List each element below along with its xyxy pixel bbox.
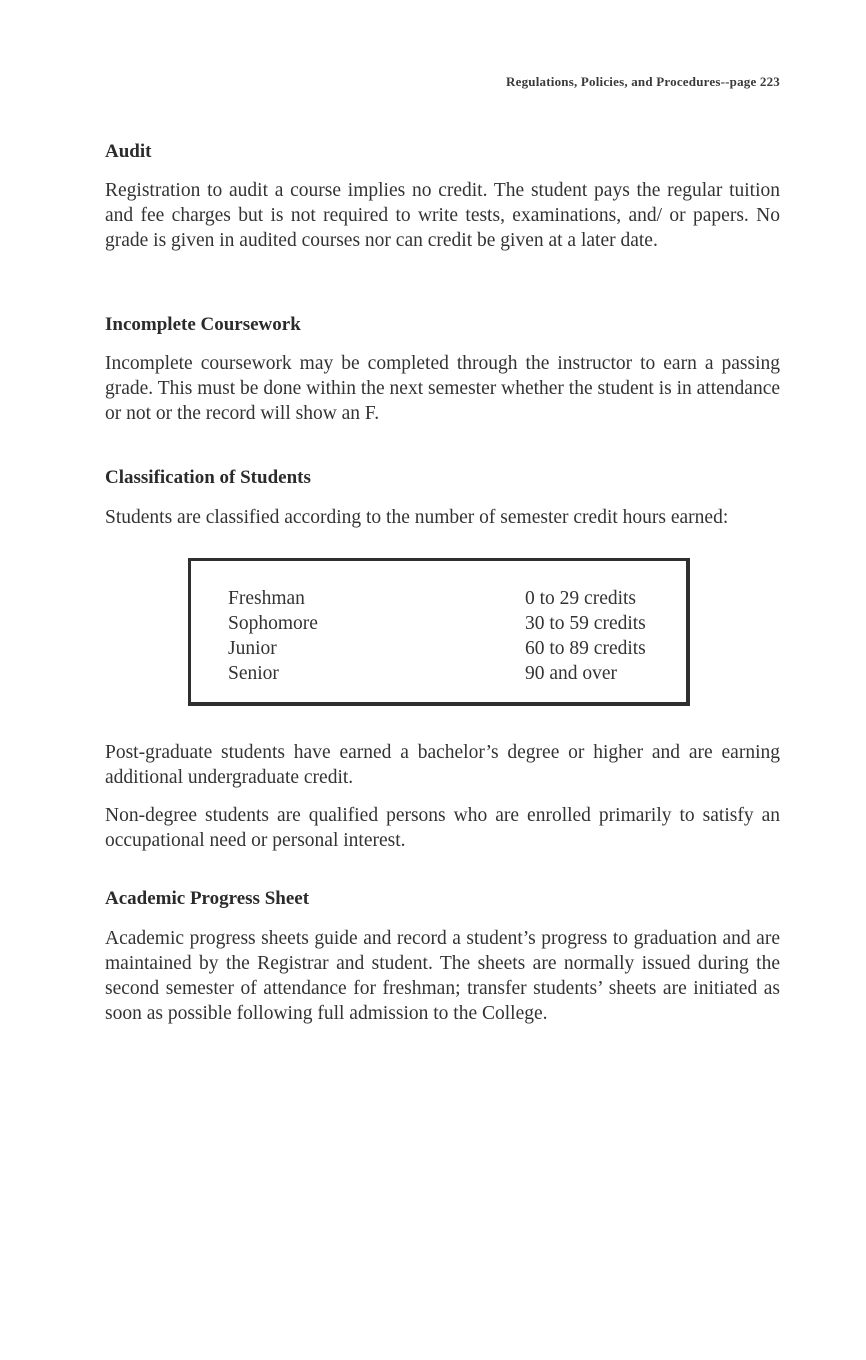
section-incomplete-coursework [105, 314, 780, 426]
class-label: Sophomore [228, 613, 318, 634]
section-heading: Audit [105, 141, 152, 162]
section-paragraph: Students are classified according to the number of semester credit hours earned: [105, 507, 729, 528]
section-academic-progress-sheet [105, 888, 780, 1026]
table-row [228, 586, 668, 611]
section-heading: Academic Progress Sheet [105, 888, 310, 909]
credit-range: 90 and over [525, 663, 618, 684]
section-heading: Incomplete Coursework [105, 314, 301, 335]
section-audit [105, 141, 780, 253]
table-row [228, 611, 668, 636]
class-label: Senior [228, 663, 279, 684]
section-paragraph: Incomplete coursework may be completed through the instructor to earn a passing grade. This must be done within the next semester whether the student is in attendance or not or the record will show an F. [105, 353, 780, 424]
credit-range: 60 to 89 credits [525, 638, 646, 659]
credit-range: 30 to 59 credits [525, 613, 646, 634]
section-paragraph: Non-degree students are qualified persons who are enrolled primarily to satisfy an occupational need or personal interest. [105, 805, 780, 851]
table-row [228, 661, 668, 686]
running-head: Regulations, Policies, and Procedures--page 223 [506, 74, 780, 89]
credit-range: 0 to 29 credits [525, 588, 637, 609]
section-classification [105, 467, 780, 530]
section-heading: Classification of Students [105, 467, 311, 488]
section-classification-continued [105, 740, 780, 853]
table-row [228, 636, 668, 661]
class-label: Junior [228, 638, 277, 659]
classification-table [188, 558, 690, 706]
section-paragraph: Post-graduate students have earned a bachelor’s degree or higher and are earning additional undergraduate credit. [105, 742, 780, 788]
class-label: Freshman [228, 588, 305, 609]
section-paragraph: Academic progress sheets guide and record a student’s progress to graduation and are maintained by the Registrar and student. The sheets are normally issued during the second semester of attendance for freshman; transfer students’ sheets are initiated as soon as possible following full admission to the College. [105, 928, 780, 1024]
section-paragraph: Registration to audit a course implies no credit. The student pays the regular tuition and fee charges but is not required to write tests, examinations, and/ or papers. No grade is given in audited courses nor can credit be given at a later date. [105, 180, 780, 251]
